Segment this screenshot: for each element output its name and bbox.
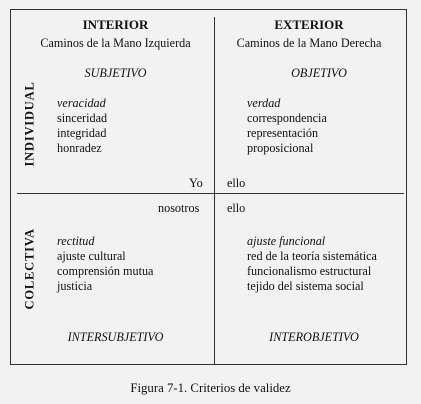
yo-label: Yo (189, 176, 203, 190)
verdad-lead: verdad (247, 96, 281, 110)
ajuste-funcional-lead: ajuste funcional (247, 234, 326, 248)
exterior-subtitle: Caminos de la Mano Derecha (236, 36, 382, 50)
figure-caption: Figura 7-1. Criterios de validez (130, 381, 291, 395)
diagram-frame (10, 9, 407, 365)
individual-label: INDIVIDUAL (22, 81, 37, 167)
colectiva-label: COLECTIVA (22, 228, 37, 310)
ello-top-label: ello (227, 176, 246, 190)
list-item: tejido del sistema social (247, 279, 364, 293)
list-item: honradez (57, 141, 102, 155)
horizontal-divider (17, 193, 404, 194)
list-item: justicia (57, 279, 93, 293)
ello-bottom-label: ello (227, 201, 246, 215)
list-item: integridad (57, 126, 107, 140)
upper-left-list (57, 96, 107, 156)
list-item: ajuste cultural (57, 249, 126, 263)
list-item: proposicional (247, 141, 314, 155)
interobjetivo-label: INTEROBJETIVO (269, 330, 359, 344)
list-item: sinceridad (57, 111, 108, 125)
nosotros-label: nosotros (158, 201, 200, 215)
interior-subtitle: Caminos de la Mano Izquierda (40, 36, 191, 50)
rectitud-lead: rectitud (57, 234, 95, 248)
list-item: representación (247, 126, 319, 140)
intersubjetivo-label: INTERSUBJETIVO (67, 330, 164, 344)
list-item: funcionalismo estructural (247, 264, 372, 278)
list-item: correspondencia (247, 111, 327, 125)
veracidad-lead: veracidad (57, 96, 106, 110)
lower-left-list (57, 234, 153, 294)
list-item: comprensión mutua (57, 264, 154, 278)
list-item: red de la teoría sistemática (247, 249, 377, 263)
subjetivo-label: SUBJETIVO (84, 66, 147, 80)
upper-right-list (247, 96, 327, 156)
objetivo-label: OBJETIVO (291, 66, 347, 80)
exterior-title: EXTERIOR (274, 17, 344, 32)
interior-title: INTERIOR (82, 17, 149, 32)
lower-right-list (247, 234, 377, 294)
